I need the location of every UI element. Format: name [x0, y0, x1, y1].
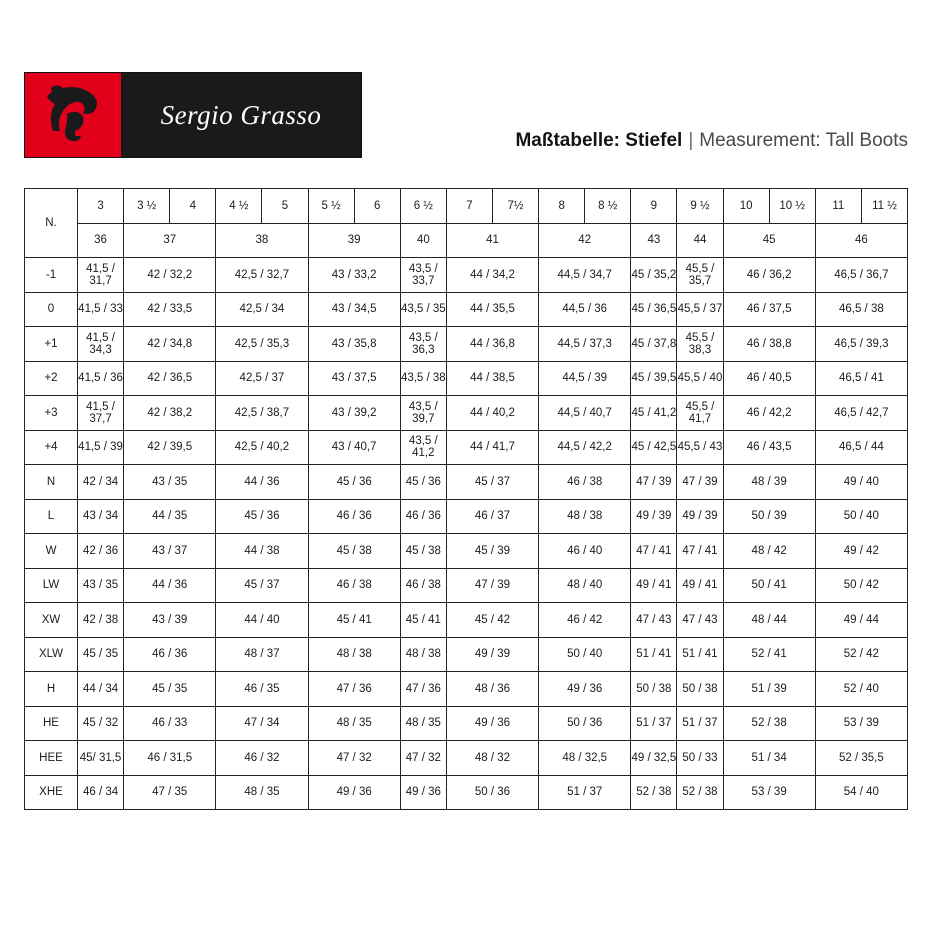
measurement-cell: 43 / 37 — [124, 534, 216, 569]
measurement-cell: 44,5 / 42,2 — [539, 430, 631, 465]
us-size-header: 3 — [78, 189, 124, 224]
measurement-cell: 42 / 39,5 — [124, 430, 216, 465]
row-label: LW — [25, 568, 78, 603]
measurement-cell: 44 / 41,7 — [446, 430, 538, 465]
measurement-cell: 53 / 39 — [815, 706, 907, 741]
measurement-cell: 45 / 38 — [400, 534, 446, 569]
measurement-cell: 43 / 35,8 — [308, 327, 400, 362]
measurement-cell: 41,5 / 36 — [78, 361, 124, 396]
measurement-cell: 51 / 37 — [539, 775, 631, 810]
measurement-cell: 45,5 / 41,7 — [677, 396, 723, 431]
measurement-cell: 44,5 / 37,3 — [539, 327, 631, 362]
measurement-cell: 43 / 35 — [124, 465, 216, 500]
measurement-cell: 43,5 / 39,7 — [400, 396, 446, 431]
measurement-cell: 46,5 / 42,7 — [815, 396, 907, 431]
measurement-cell: 44 / 36,8 — [446, 327, 538, 362]
measurement-cell: 42 / 36 — [78, 534, 124, 569]
table-row — [25, 672, 908, 707]
measurement-cell: 43,5 / 35 — [400, 292, 446, 327]
measurement-cell: 45,5 / 38,3 — [677, 327, 723, 362]
measurement-cell: 46 / 35 — [216, 672, 308, 707]
eu-size-header: 43 — [631, 223, 677, 258]
eu-size-header: 45 — [723, 223, 815, 258]
measurement-cell: 44,5 / 36 — [539, 292, 631, 327]
us-size-header: 7 — [446, 189, 492, 224]
us-size-header: 7½ — [492, 189, 538, 224]
title-english: Measurement: Tall Boots — [699, 130, 908, 151]
measurement-cell: 46 / 40,5 — [723, 361, 815, 396]
measurement-cell: 46,5 / 44 — [815, 430, 907, 465]
table-header-row-eu — [25, 223, 908, 258]
measurement-cell: 48 / 42 — [723, 534, 815, 569]
measurement-cell: 47 / 43 — [631, 603, 677, 638]
table-row — [25, 499, 908, 534]
measurement-cell: 49 / 36 — [400, 775, 446, 810]
measurement-cell: 47 / 43 — [677, 603, 723, 638]
measurement-cell: 45 / 37 — [216, 568, 308, 603]
measurement-cell: 45 / 42 — [446, 603, 538, 638]
measurement-cell: 47 / 39 — [631, 465, 677, 500]
measurement-cell: 45 / 41 — [308, 603, 400, 638]
measurement-cell: 41,5 / 33 — [78, 292, 124, 327]
measurement-cell: 52 / 38 — [631, 775, 677, 810]
measurement-cell: 45 / 35 — [124, 672, 216, 707]
table-row — [25, 327, 908, 362]
measurement-cell: 44 / 38 — [216, 534, 308, 569]
measurement-cell: 43 / 33,2 — [308, 258, 400, 293]
measurement-cell: 48 / 38 — [539, 499, 631, 534]
page-header — [24, 72, 908, 172]
table-row — [25, 258, 908, 293]
measurement-cell: 48 / 38 — [308, 637, 400, 672]
measurement-cell: 44 / 34 — [78, 672, 124, 707]
measurement-cell: 49 / 36 — [539, 672, 631, 707]
measurement-cell: 42,5 / 40,2 — [216, 430, 308, 465]
measurement-cell: 43,5 / 33,7 — [400, 258, 446, 293]
eu-size-header: 41 — [446, 223, 538, 258]
measurement-cell: 50 / 39 — [723, 499, 815, 534]
table-row — [25, 430, 908, 465]
table-row — [25, 706, 908, 741]
measurement-cell: 44 / 40 — [216, 603, 308, 638]
us-size-header: 10 ½ — [769, 189, 815, 224]
measurement-cell: 46 / 36 — [400, 499, 446, 534]
table-row — [25, 534, 908, 569]
measurement-cell: 46 / 42 — [539, 603, 631, 638]
table-row — [25, 603, 908, 638]
measurement-cell: 50 / 40 — [539, 637, 631, 672]
measurement-cell: 47 / 32 — [308, 741, 400, 776]
us-size-header: 9 — [631, 189, 677, 224]
measurement-cell: 44 / 36 — [124, 568, 216, 603]
measurement-cell: 46,5 / 36,7 — [815, 258, 907, 293]
measurement-cell: 45 / 35 — [78, 637, 124, 672]
measurement-cell: 46 / 40 — [539, 534, 631, 569]
us-size-header: 9 ½ — [677, 189, 723, 224]
measurement-cell: 43,5 / 38 — [400, 361, 446, 396]
us-size-header: 11 — [815, 189, 861, 224]
measurement-cell: 50 / 38 — [631, 672, 677, 707]
measurement-cell: 44,5 / 34,7 — [539, 258, 631, 293]
us-size-header: 10 — [723, 189, 769, 224]
horse-head-icon — [25, 73, 121, 157]
eu-size-header: 40 — [400, 223, 446, 258]
measurement-cell: 48 / 44 — [723, 603, 815, 638]
measurement-cell: 49 / 41 — [677, 568, 723, 603]
brand-logo — [24, 72, 362, 158]
measurement-cell: 47 / 36 — [308, 672, 400, 707]
measurement-cell: 41,5 / 31,7 — [78, 258, 124, 293]
row-label: HE — [25, 706, 78, 741]
measurement-cell: 48 / 40 — [539, 568, 631, 603]
measurement-cell: 44,5 / 40,7 — [539, 396, 631, 431]
measurement-cell: 44 / 36 — [216, 465, 308, 500]
measurement-cell: 45 / 41,2 — [631, 396, 677, 431]
measurement-cell: 52 / 42 — [815, 637, 907, 672]
row-label: W — [25, 534, 78, 569]
measurement-cell: 47 / 32 — [400, 741, 446, 776]
measurement-cell: 41,5 / 39 — [78, 430, 124, 465]
measurement-cell: 45,5 / 43 — [677, 430, 723, 465]
table-corner-label: N. — [25, 189, 78, 258]
us-size-header: 8 — [539, 189, 585, 224]
table-row — [25, 741, 908, 776]
measurement-cell: 42,5 / 32,7 — [216, 258, 308, 293]
measurement-cell: 42 / 34 — [78, 465, 124, 500]
measurement-cell: 44 / 34,2 — [446, 258, 538, 293]
measurement-cell: 44 / 35,5 — [446, 292, 538, 327]
measurement-cell: 47 / 41 — [631, 534, 677, 569]
title-separator: | — [688, 130, 694, 151]
measurement-cell: 46 / 37,5 — [723, 292, 815, 327]
measurement-cell: 46 / 38 — [400, 568, 446, 603]
measurement-cell: 43 / 37,5 — [308, 361, 400, 396]
measurement-cell: 47 / 35 — [124, 775, 216, 810]
measurement-cell: 47 / 39 — [446, 568, 538, 603]
eu-size-header: 46 — [815, 223, 907, 258]
measurement-cell: 46,5 / 39,3 — [815, 327, 907, 362]
measurement-cell: 51 / 39 — [723, 672, 815, 707]
measurement-cell: 50 / 33 — [677, 741, 723, 776]
row-label: +4 — [25, 430, 78, 465]
row-label: L — [25, 499, 78, 534]
eu-size-header: 44 — [677, 223, 723, 258]
measurement-cell: 45 / 39 — [446, 534, 538, 569]
us-size-header: 6 — [354, 189, 400, 224]
measurement-cell: 50 / 36 — [539, 706, 631, 741]
measurement-cell: 45 / 38 — [308, 534, 400, 569]
row-label: +1 — [25, 327, 78, 362]
measurement-cell: 48 / 36 — [446, 672, 538, 707]
measurement-cell: 43 / 40,7 — [308, 430, 400, 465]
row-label: XW — [25, 603, 78, 638]
measurement-cell: 46 / 36 — [124, 637, 216, 672]
measurement-cell: 46 / 43,5 — [723, 430, 815, 465]
measurement-cell: 49 / 42 — [815, 534, 907, 569]
measurement-cell: 50 / 36 — [446, 775, 538, 810]
us-size-header: 4 ½ — [216, 189, 262, 224]
measurement-cell: 42,5 / 37 — [216, 361, 308, 396]
measurement-cell: 45 / 36,5 — [631, 292, 677, 327]
measurement-cell: 46 / 34 — [78, 775, 124, 810]
measurement-cell: 50 / 40 — [815, 499, 907, 534]
measurement-cell: 46,5 / 38 — [815, 292, 907, 327]
measurement-cell: 47 / 41 — [677, 534, 723, 569]
measurement-cell: 47 / 39 — [677, 465, 723, 500]
measurement-cell: 44 / 35 — [124, 499, 216, 534]
measurement-cell: 42 / 34,8 — [124, 327, 216, 362]
measurement-cell: 46 / 33 — [124, 706, 216, 741]
brand-wordmark — [121, 73, 361, 157]
measurement-cell: 50 / 42 — [815, 568, 907, 603]
row-label: -1 — [25, 258, 78, 293]
measurement-cell: 47 / 34 — [216, 706, 308, 741]
measurement-cell: 48 / 35 — [400, 706, 446, 741]
measurement-cell: 52 / 38 — [723, 706, 815, 741]
measurement-cell: 45 / 36 — [400, 465, 446, 500]
measurement-cell: 46,5 / 41 — [815, 361, 907, 396]
us-size-header: 3 ½ — [124, 189, 170, 224]
us-size-header: 5 — [262, 189, 308, 224]
measurement-cell: 51 / 37 — [631, 706, 677, 741]
table-row — [25, 396, 908, 431]
measurement-cell: 42 / 38,2 — [124, 396, 216, 431]
measurement-cell: 42,5 / 35,3 — [216, 327, 308, 362]
size-table-body — [25, 189, 908, 810]
table-row — [25, 292, 908, 327]
measurement-cell: 50 / 38 — [677, 672, 723, 707]
table-row — [25, 775, 908, 810]
measurement-cell: 49 / 40 — [815, 465, 907, 500]
measurement-cell: 44,5 / 39 — [539, 361, 631, 396]
table-row — [25, 637, 908, 672]
us-size-header: 4 — [170, 189, 216, 224]
table-row — [25, 568, 908, 603]
eu-size-header: 38 — [216, 223, 308, 258]
measurement-cell: 45 / 41 — [400, 603, 446, 638]
measurement-cell: 43 / 34 — [78, 499, 124, 534]
row-label: 0 — [25, 292, 78, 327]
measurement-cell: 46 / 38 — [539, 465, 631, 500]
measurement-cell: 43,5 / 36,3 — [400, 327, 446, 362]
measurement-cell: 45,5 / 35,7 — [677, 258, 723, 293]
measurement-cell: 46 / 38,8 — [723, 327, 815, 362]
row-label: XLW — [25, 637, 78, 672]
brand-wordmark-text: Sergio Grasso — [160, 99, 322, 130]
measurement-cell: 43 / 39 — [124, 603, 216, 638]
measurement-cell: 48 / 35 — [216, 775, 308, 810]
measurement-cell: 52 / 41 — [723, 637, 815, 672]
measurement-cell: 46 / 36 — [308, 499, 400, 534]
us-size-header: 11 ½ — [861, 189, 907, 224]
measurement-cell: 43 / 35 — [78, 568, 124, 603]
measurement-cell: 51 / 34 — [723, 741, 815, 776]
measurement-cell: 45,5 / 40 — [677, 361, 723, 396]
measurement-cell: 51 / 41 — [631, 637, 677, 672]
measurement-cell: 44 / 40,2 — [446, 396, 538, 431]
measurement-cell: 52 / 35,5 — [815, 741, 907, 776]
measurement-cell: 45 / 36 — [216, 499, 308, 534]
measurement-cell: 53 / 39 — [723, 775, 815, 810]
measurement-cell: 46 / 42,2 — [723, 396, 815, 431]
page-title — [384, 130, 908, 152]
measurement-cell: 51 / 37 — [677, 706, 723, 741]
table-row — [25, 361, 908, 396]
measurement-cell: 45 / 36 — [308, 465, 400, 500]
measurement-cell: 49 / 44 — [815, 603, 907, 638]
measurement-cell: 51 / 41 — [677, 637, 723, 672]
measurement-cell: 42 / 33,5 — [124, 292, 216, 327]
size-table — [24, 188, 908, 810]
measurement-cell: 49 / 36 — [446, 706, 538, 741]
measurement-cell: 50 / 41 — [723, 568, 815, 603]
measurement-cell: 42 / 32,2 — [124, 258, 216, 293]
measurement-cell: 45/ 31,5 — [78, 741, 124, 776]
us-size-header: 6 ½ — [400, 189, 446, 224]
eu-size-header: 39 — [308, 223, 400, 258]
us-size-header: 8 ½ — [585, 189, 631, 224]
measurement-cell: 48 / 35 — [308, 706, 400, 741]
measurement-cell: 47 / 36 — [400, 672, 446, 707]
measurement-cell: 46 / 31,5 — [124, 741, 216, 776]
measurement-cell: 45 / 35,2 — [631, 258, 677, 293]
measurement-cell: 45 / 37 — [446, 465, 538, 500]
title-german: Maßtabelle: Stiefel — [515, 130, 683, 151]
measurement-cell: 43 / 34,5 — [308, 292, 400, 327]
row-label: XHE — [25, 775, 78, 810]
measurement-cell: 49 / 41 — [631, 568, 677, 603]
measurement-cell: 49 / 32,5 — [631, 741, 677, 776]
eu-size-header: 36 — [78, 223, 124, 258]
eu-size-header: 42 — [539, 223, 631, 258]
row-label: H — [25, 672, 78, 707]
measurement-cell: 46 / 37 — [446, 499, 538, 534]
table-row — [25, 465, 908, 500]
measurement-cell: 52 / 38 — [677, 775, 723, 810]
measurement-cell: 42 / 36,5 — [124, 361, 216, 396]
measurement-cell: 49 / 39 — [631, 499, 677, 534]
row-label: HEE — [25, 741, 78, 776]
measurement-cell: 45 / 32 — [78, 706, 124, 741]
measurement-cell: 45 / 39,5 — [631, 361, 677, 396]
measurement-cell: 52 / 40 — [815, 672, 907, 707]
measurement-cell: 45 / 37,8 — [631, 327, 677, 362]
measurement-cell: 43 / 39,2 — [308, 396, 400, 431]
row-label: +2 — [25, 361, 78, 396]
measurement-cell: 44 / 38,5 — [446, 361, 538, 396]
measurement-cell: 46 / 36,2 — [723, 258, 815, 293]
measurement-cell: 49 / 39 — [446, 637, 538, 672]
row-label: +3 — [25, 396, 78, 431]
measurement-cell: 43,5 / 41,2 — [400, 430, 446, 465]
us-size-header: 5 ½ — [308, 189, 354, 224]
measurement-cell: 48 / 38 — [400, 637, 446, 672]
measurement-cell: 42,5 / 34 — [216, 292, 308, 327]
measurement-cell: 49 / 36 — [308, 775, 400, 810]
measurement-cell: 46 / 32 — [216, 741, 308, 776]
measurement-cell: 48 / 32,5 — [539, 741, 631, 776]
measurement-cell: 41,5 / 37,7 — [78, 396, 124, 431]
measurement-cell: 48 / 37 — [216, 637, 308, 672]
measurement-cell: 54 / 40 — [815, 775, 907, 810]
measurement-cell: 46 / 38 — [308, 568, 400, 603]
row-label: N — [25, 465, 78, 500]
measurement-cell: 49 / 39 — [677, 499, 723, 534]
measurement-cell: 42,5 / 38,7 — [216, 396, 308, 431]
measurement-cell: 45 / 42,5 — [631, 430, 677, 465]
measurement-cell: 42 / 38 — [78, 603, 124, 638]
measurement-cell: 41,5 / 34,3 — [78, 327, 124, 362]
measurement-cell: 48 / 39 — [723, 465, 815, 500]
eu-size-header: 37 — [124, 223, 216, 258]
size-table-container — [24, 188, 908, 810]
table-header-row-us — [25, 189, 908, 224]
measurement-cell: 48 / 32 — [446, 741, 538, 776]
measurement-cell: 45,5 / 37 — [677, 292, 723, 327]
